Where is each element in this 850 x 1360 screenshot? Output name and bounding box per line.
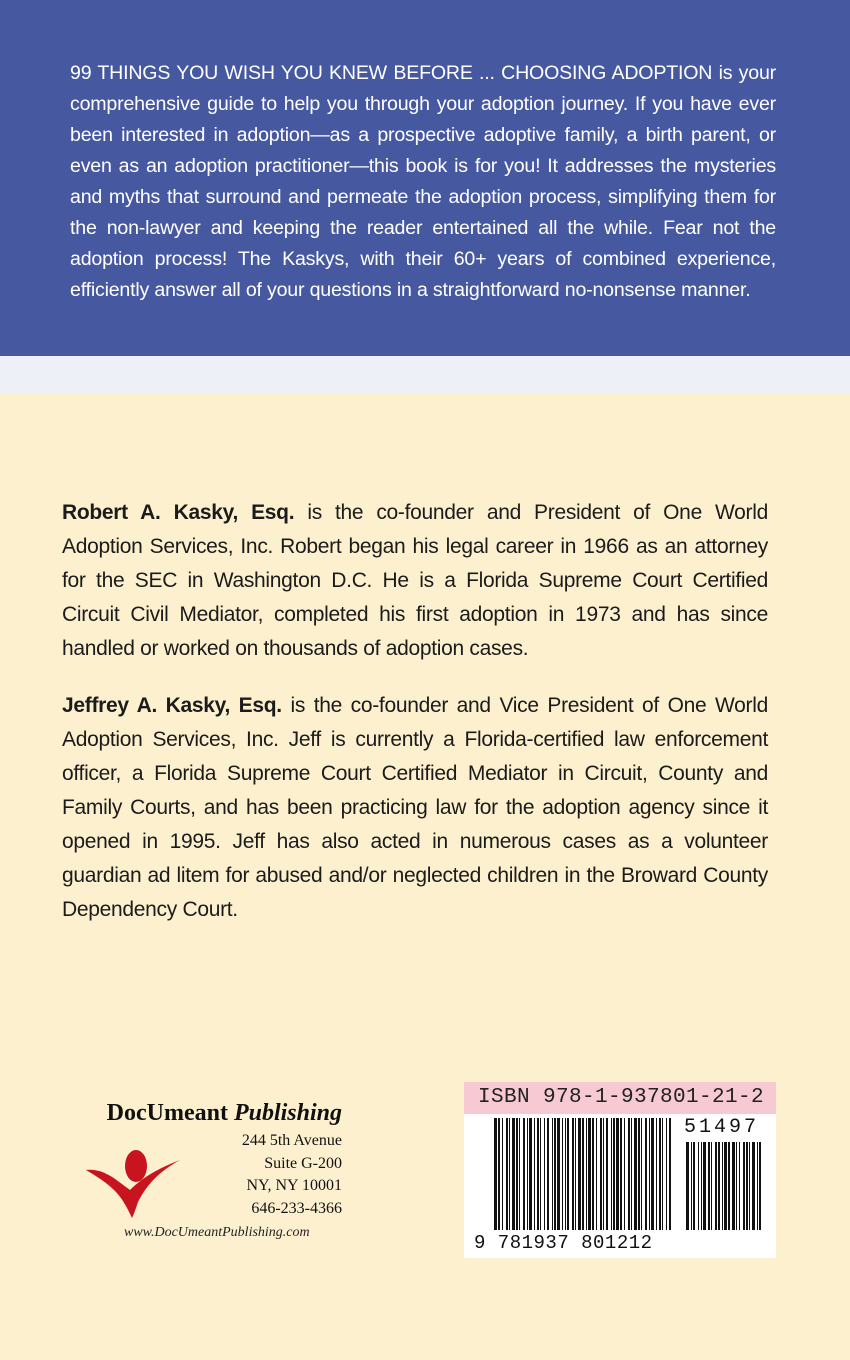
barcode-bar <box>519 1118 520 1230</box>
address-line-2: Suite G-200 <box>264 1154 342 1172</box>
barcode-bar <box>752 1142 755 1230</box>
barcode-bar <box>557 1118 560 1230</box>
barcode-bar <box>693 1142 695 1230</box>
barcode-bar <box>565 1118 566 1230</box>
barcode-bar <box>506 1118 508 1230</box>
barcode-bar <box>509 1118 510 1230</box>
barcode-bar <box>578 1118 581 1230</box>
barcode-bar <box>611 1118 612 1230</box>
barcode-bar <box>572 1118 574 1230</box>
barcode-bar <box>502 1118 503 1230</box>
barcode-bar <box>628 1118 630 1230</box>
barcode-bar <box>656 1118 657 1230</box>
barcode-bar <box>641 1118 642 1230</box>
price-code: 51497 <box>684 1116 760 1139</box>
barcode-bar <box>592 1118 594 1230</box>
isbn-strip <box>464 1082 776 1114</box>
publisher-phone: 646-233-4366 <box>251 1199 342 1217</box>
barcode-bar <box>537 1118 539 1230</box>
barcode-bar <box>649 1118 650 1230</box>
barcode-bar <box>662 1118 663 1230</box>
barcode-bar <box>718 1142 720 1230</box>
barcode-bar <box>728 1142 730 1230</box>
barcode-bar <box>691 1142 692 1230</box>
barcode-bar <box>703 1142 706 1230</box>
barcode-bar <box>749 1142 750 1230</box>
author-bio-jeffrey <box>62 689 768 927</box>
barcode-bar <box>732 1142 735 1230</box>
author-bio-text-robert: is the co-founder and President of One World Adoption Services, Inc. Robert began his legal career in 1966 as an attorney for the SEC in Washington D.C. He is a Florida Supreme Court Certified Circuit Civil Mediator, completed his first adoption in 1973 and has since handled or worked on thousands of adoption cases. <box>62 501 768 660</box>
book-blurb: 99 THINGS YOU WISH YOU KNEW BEFORE ... CHOOSING ADOPTION is your comprehensive guide to help you through your adoption journey. If you have ever been interested in adoption—as a prospective adoptive family, a birth parent, or even as an adoption practitioner—this book is for you! It addresses the mysteries and myths that surround and permeate the adoption process, simplifying them for the non-lawyer and keeping the reader entertained all the while. Fear not the adoption process! The Kaskys, with their 60+ years of combined experience, efficiently answer all of your questions in a straightforward no-nonsense manner. <box>70 62 776 301</box>
barcode-bar <box>562 1118 563 1230</box>
barcode-bar <box>512 1118 515 1230</box>
divider-stripe <box>0 356 850 394</box>
barcode-bar <box>523 1118 525 1230</box>
barcode-bar <box>759 1142 761 1230</box>
address-line-3: NY, NY 10001 <box>246 1177 342 1194</box>
barcode-bar <box>746 1142 748 1230</box>
barcode-bar <box>603 1118 604 1230</box>
author-bio-text-jeffrey: is the co-founder and Vice President of One World Adoption Services, Inc. Jeff is currently a Florida-certified law enforcement officer, a Florida Supreme Court Certified Mediator in Circuit, County and Family Courts, and has been practicing law for the adoption agency since it opened in 1995. Jeff has also acted in numerous cases as a volunteer guardian ad litem for abused and/or neglected children in the Broward County Dependency Court. <box>62 694 768 921</box>
barcode-bar <box>606 1118 608 1230</box>
barcode-bar <box>708 1142 710 1230</box>
barcode-bar <box>529 1118 532 1230</box>
ean-digits: 9 781937 801212 <box>474 1232 653 1254</box>
barcode-bar <box>613 1118 615 1230</box>
publisher-name-regular: DocUmeant <box>106 1100 234 1126</box>
barcode-bar <box>669 1118 671 1230</box>
address-line-1: 244 5th Avenue <box>241 1132 342 1149</box>
barcode-bar <box>651 1118 654 1230</box>
author-bio-robert <box>62 496 768 666</box>
barcode-bar <box>567 1118 569 1230</box>
barcode-bar <box>624 1118 625 1230</box>
publisher-url: www.DocUmeantPublishing.com <box>124 1225 310 1240</box>
barcode-bar <box>638 1118 640 1230</box>
barcode-bar <box>582 1118 584 1230</box>
publisher-block <box>80 1100 350 1250</box>
barcode-block <box>464 1082 776 1258</box>
barcode-bar <box>739 1142 740 1230</box>
barcode-bar <box>715 1142 717 1230</box>
publisher-name-italic: Publishing <box>233 1100 342 1126</box>
barcode-bar <box>724 1142 727 1230</box>
barcode-bar <box>600 1118 602 1230</box>
barcode-bar <box>547 1118 549 1230</box>
isbn-label: ISBN 978-1-937801-21-2 <box>478 1086 765 1109</box>
barcode-bar <box>757 1142 758 1230</box>
barcode-bar <box>554 1118 556 1230</box>
barcode-bar <box>698 1142 699 1230</box>
barcode-bar <box>534 1118 535 1230</box>
stylized-person-logo-icon <box>84 1140 184 1218</box>
barcode-bar <box>596 1118 597 1230</box>
author-name-robert: Robert A. Kasky, Esq. <box>62 501 295 524</box>
barcode-bar <box>645 1118 647 1230</box>
barcode-bar <box>736 1142 737 1230</box>
barcode-bar <box>634 1118 637 1230</box>
blurb-panel <box>0 0 850 356</box>
author-name-jeffrey: Jeffrey A. Kasky, Esq. <box>62 694 282 717</box>
barcode-bar <box>711 1142 712 1230</box>
publisher-address <box>242 1130 342 1220</box>
barcode-bar <box>527 1118 528 1230</box>
barcode-bar <box>701 1142 702 1230</box>
barcode-bar <box>540 1118 541 1230</box>
barcode-bar <box>586 1118 587 1230</box>
barcode-bar <box>631 1118 632 1230</box>
barcode-bar <box>516 1118 518 1230</box>
barcode-bar <box>498 1118 500 1230</box>
barcode-bar <box>686 1142 689 1230</box>
barcode-bar <box>494 1118 497 1230</box>
barcode-bar <box>575 1118 576 1230</box>
barcode-bar <box>620 1118 622 1230</box>
barcode-bar <box>588 1118 591 1230</box>
barcode-bar <box>544 1118 545 1230</box>
barcode-bar <box>659 1118 661 1230</box>
barcode-bar <box>616 1118 619 1230</box>
barcode-bar <box>666 1118 667 1230</box>
barcode-bar <box>743 1142 745 1230</box>
publisher-name <box>80 1100 342 1127</box>
barcode-bar <box>722 1142 723 1230</box>
barcode-bar <box>552 1118 553 1230</box>
